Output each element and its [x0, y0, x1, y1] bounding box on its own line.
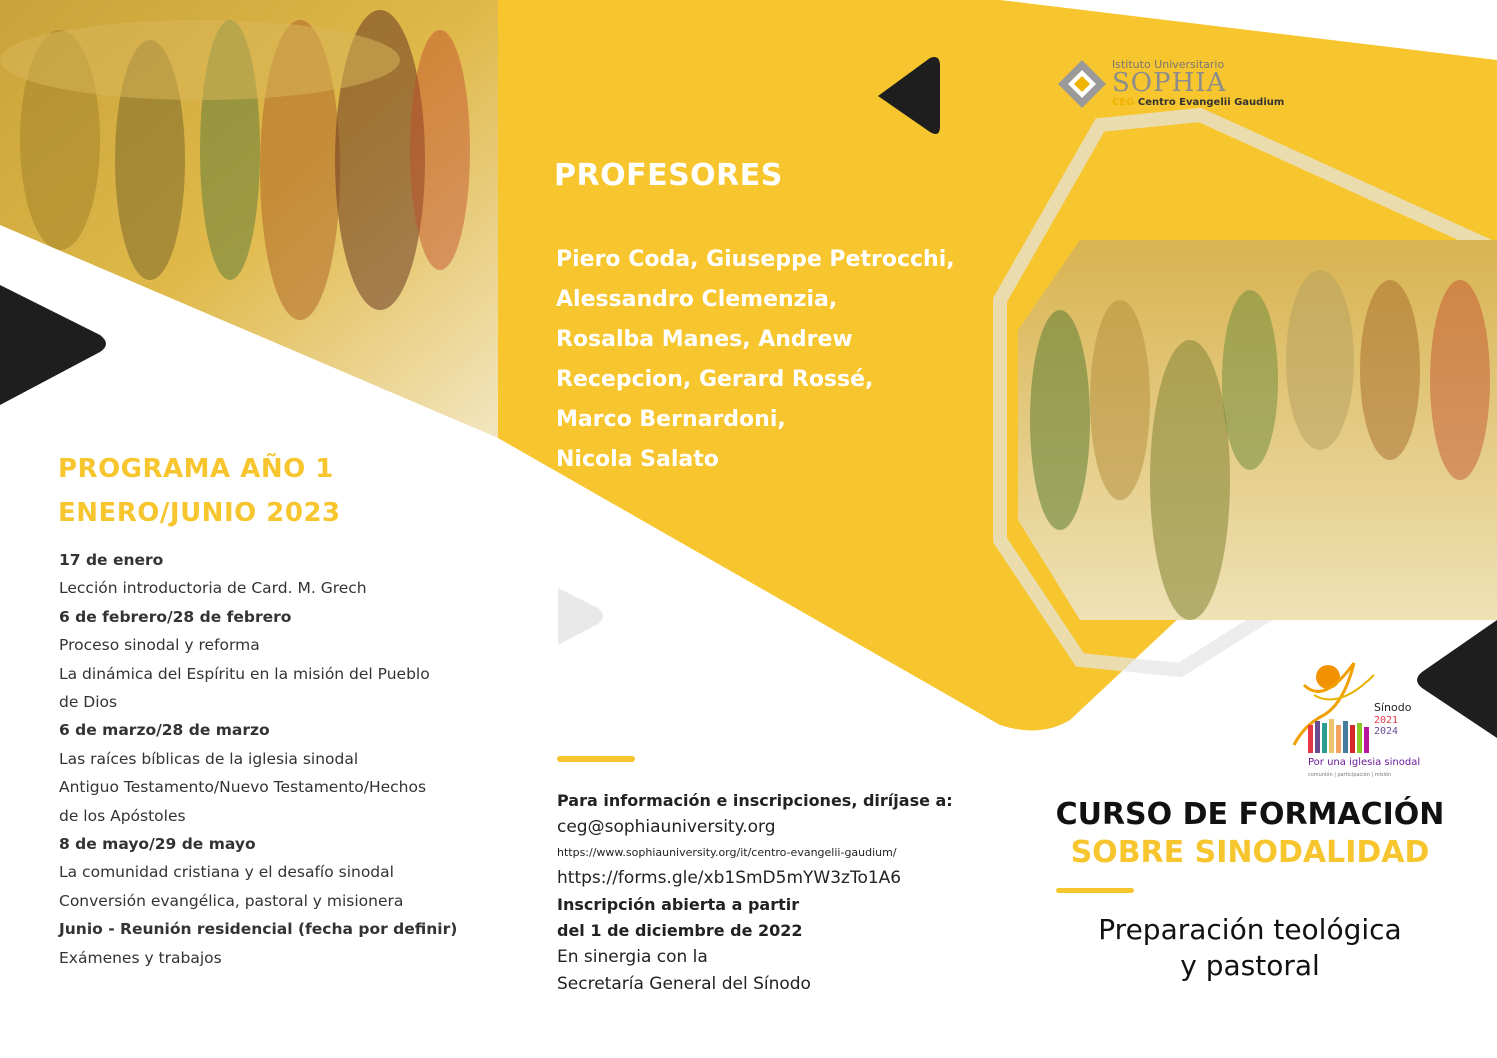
contact-email-link[interactable]: ceg@sophiauniversity.org: [557, 817, 776, 837]
programa-title: [58, 447, 341, 535]
sinodo-years-1: 2021: [1374, 715, 1399, 726]
course-title-line1: CURSO DE FORMACIÓN: [1055, 797, 1445, 832]
programa-topic: de los Apóstoles: [59, 806, 186, 825]
course-subtitle: [1040, 912, 1460, 984]
programa-topic: Antiguo Testamento/Nuevo Testamento/Hechos: [59, 778, 427, 797]
contact-heading: Para información e inscripciones, diríjase a:: [557, 791, 953, 810]
contact-form-link[interactable]: https://forms.gle/xb1SmD5mYW3zTo1A6: [557, 868, 902, 888]
triangle-light-icon: [558, 588, 603, 645]
programa-date: 8 de mayo/29 de mayo: [59, 835, 256, 854]
programa-topic: Proceso sinodal y reforma: [59, 636, 260, 655]
sinodo-logo-icon: [1284, 655, 1434, 780]
programa-date: 6 de febrero/28 de febrero: [59, 607, 292, 626]
profesores-divider: [556, 213, 636, 219]
profesores-title: PROFESORES: [554, 158, 783, 193]
ceg-abbr: CEG: [1112, 97, 1135, 108]
sophia-name: SOPHIA: [1112, 68, 1227, 98]
triangle-left-edge-icon: [0, 285, 106, 405]
sophia-ceg-line: [1112, 97, 1284, 108]
sinergia-line1: En sinergia con la: [557, 947, 708, 967]
sinodo-motto: Por una iglesia sinodal: [1308, 757, 1421, 768]
programa-topic: La dinámica del Espíritu en la misión del Pueblo: [59, 664, 430, 683]
programa-topic: Las raíces bíblicas de la iglesia sinodal: [59, 749, 359, 768]
profesores-line: Marco Bernardoni,: [556, 407, 786, 432]
profesores-list: [556, 240, 976, 480]
contact-block: [557, 788, 977, 998]
profesores-line: Recepcion, Gerard Rossé,: [556, 367, 874, 392]
programa-title-line2: ENERO/JUNIO 2023: [58, 498, 341, 528]
sinodo-word: Sínodo: [1374, 701, 1412, 714]
inscripcion-line2: del 1 de diciembre de 2022: [557, 921, 803, 940]
course-divider: [1056, 888, 1134, 893]
profesores-line: Nicola Salato: [556, 447, 719, 472]
course-subtitle-line2: y pastoral: [1180, 949, 1320, 982]
contact-website-link[interactable]: https://www.sophiauniversity.org/it/centro-evangelii-gaudium/: [557, 846, 897, 859]
programa-topic: de Dios: [59, 693, 118, 712]
profesores-line: Piero Coda, Giuseppe Petrocchi,: [556, 247, 955, 272]
programa-list: [59, 546, 479, 972]
programa-title-line1: PROGRAMA AÑO 1: [58, 454, 334, 484]
programa-date: 6 de marzo/28 de marzo: [59, 721, 270, 740]
sinodo-years-2: 2024: [1374, 726, 1399, 737]
sinodo-keywords: comunión | participación | misión: [1308, 772, 1392, 778]
programa-date: 17 de enero: [59, 551, 164, 569]
sophia-institute-label: Istituto Universitario: [1112, 58, 1225, 71]
programa-topic: Conversión evangélica, pastoral y misionera: [59, 891, 404, 910]
ceg-name: Centro Evangelii Gaudium: [1137, 97, 1285, 108]
profesores-line: Alessandro Clemenzia,: [556, 287, 838, 312]
programa-topic: Lección introductoria de Card. M. Grech: [59, 579, 367, 598]
profesores-line: Rosalba Manes, Andrew: [556, 327, 853, 352]
programa-date: Junio - Reunión residencial (fecha por definir): [59, 920, 458, 939]
course-title: [1040, 796, 1460, 872]
inscripcion-line1: Inscripción abierta a partir: [557, 895, 800, 914]
crowd-photo-left: [0, 0, 498, 440]
programa-topic: Exámenes y trabajos: [59, 948, 222, 967]
programa-topic: La comunidad cristiana y el desafío sinodal: [59, 863, 394, 882]
course-subtitle-line1: Preparación teológica: [1098, 913, 1402, 946]
crowd-photo-right: [1010, 230, 1497, 630]
course-title-line2: SOBRE SINODALIDAD: [1070, 835, 1430, 870]
sinergia-line2: Secretaría General del Sínodo: [557, 974, 811, 994]
contact-divider: [557, 756, 635, 762]
